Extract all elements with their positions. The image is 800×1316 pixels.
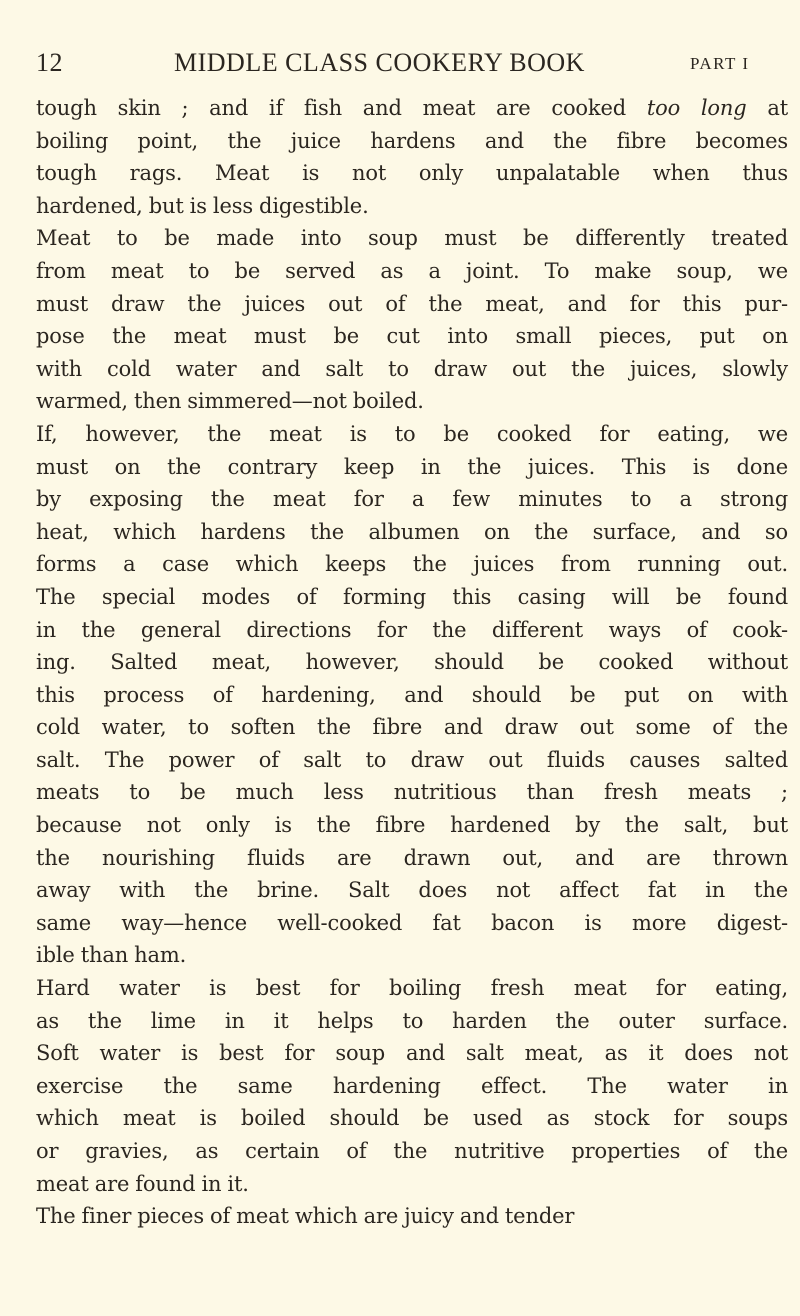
text-line: heat, which hardens the albumen on the surface, and so xyxy=(36,519,788,544)
page-number: 12 xyxy=(36,48,63,77)
text-line: as the lime in it helps to harden the outer surface. xyxy=(36,1008,788,1033)
text-line: Soft water is best for soup and salt meat, as it does not xyxy=(36,1041,788,1066)
text-line: exercise the same hardening effect. The water in xyxy=(36,1073,788,1098)
text-line: forms a case which keeps the juices from running out. xyxy=(36,552,788,577)
text-line: salt. The power of salt to draw out fluids causes salted xyxy=(36,747,788,772)
body-text xyxy=(36,92,788,1233)
text-line: pose the meat must be cut into small pieces, put on xyxy=(36,324,788,349)
text-line: away with the brine. Salt does not affect fat in the xyxy=(36,878,788,903)
text-line: If, however, the meat is to be cooked for eating, we xyxy=(36,421,788,446)
text-line: warmed, then simmered—not boiled. xyxy=(36,389,424,414)
running-head xyxy=(36,48,776,82)
text-line: the nourishing fluids are drawn out, and are thrown xyxy=(36,845,788,870)
text-line: from meat to be served as a joint. To make soup, we xyxy=(36,258,788,283)
text-line: The special modes of forming this casing will be found xyxy=(36,584,788,609)
text-line: in the general directions for the different ways of cook- xyxy=(36,617,788,642)
text-line: Meat to be made into soup must be differently treated xyxy=(36,226,788,251)
text-line: tough skin ; and if fish and meat are cooked too long at xyxy=(36,96,789,120)
text-line: cold water, to soften the fibre and draw out some of the xyxy=(36,715,788,740)
text-line: with cold water and salt to draw out the juices, slowly xyxy=(36,356,788,381)
text-line: tough rags. Meat is not only unpalatable when thus xyxy=(36,161,788,186)
text-line: boiling point, the juice hardens and the fibre becomes xyxy=(36,128,788,153)
text-line: meats to be much less nutritious than fresh meats ; xyxy=(36,780,788,805)
text-line: The finer pieces of meat which are juicy and tender xyxy=(36,1204,575,1229)
text-line: because not only is the fibre hardened by the salt, but xyxy=(36,813,788,838)
text-line: same way—hence well-cooked fat bacon is more digest- xyxy=(36,910,788,935)
text-line: meat are found in it. xyxy=(36,1171,249,1196)
text-line: must on the contrary keep in the juices. This is done xyxy=(36,454,788,479)
part-label: PART I xyxy=(690,54,750,73)
text-line: ible than ham. xyxy=(36,943,187,968)
book-title: MIDDLE CLASS COOKERY BOOK xyxy=(174,48,585,77)
text-line: hardened, but is less digestible. xyxy=(36,193,369,218)
text-line: or gravies, as certain of the nutritive properties of the xyxy=(36,1139,788,1163)
text-line: which meat is boiled should be used as stock for soups xyxy=(36,1106,788,1131)
text-line: this process of hardening, and should be put on with xyxy=(36,682,788,707)
text-line: by exposing the meat for a few minutes to a strong xyxy=(36,487,788,512)
text-line: Hard water is best for boiling fresh meat for eating, xyxy=(36,976,788,1001)
text-line: ing. Salted meat, however, should be cooked without xyxy=(36,650,788,675)
text-line: must draw the juices out of the meat, and for this pur- xyxy=(36,291,788,316)
